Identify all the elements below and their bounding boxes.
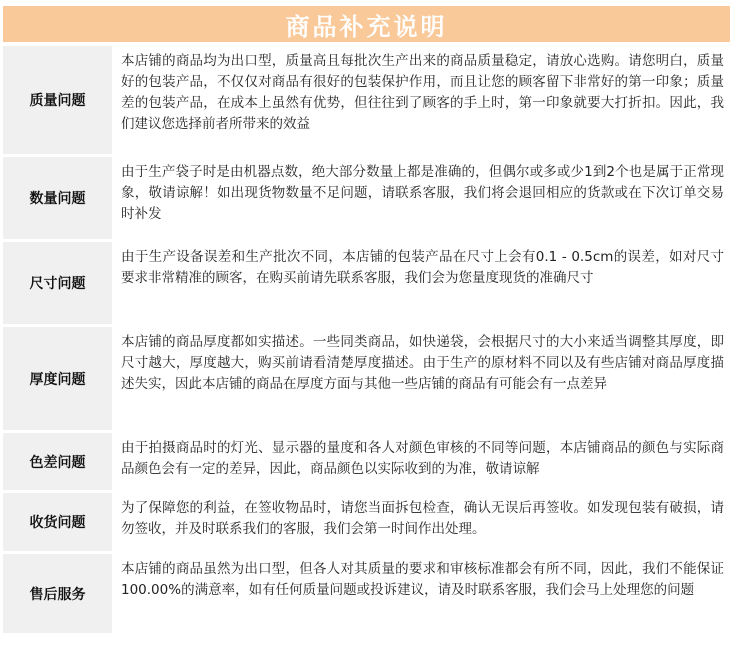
row-description: 本店铺的商品厚度都如实描述。一些同类商品，如快递袋，会根据尺寸的大小来适当调整其厚度，即尺寸越大，厚度越大，购买前请看清楚厚度描述。由于生产的原材料不同以及有些店铺对商品厚度描述失实，因此本店铺的商品在厚度方面与其他一些店铺的商品有可能会有一点差异	[121, 334, 724, 392]
row-label: 售后服务	[3, 554, 112, 633]
row-label: 厚度问题	[3, 327, 112, 430]
info-row-size	[3, 242, 730, 324]
row-label: 数量问题	[3, 157, 112, 239]
page-title: 商品补充说明	[285, 12, 448, 41]
row-label: 尺寸问题	[3, 242, 112, 324]
row-description: 为了保障您的利益，在签收物品时，请您当面拆包检查，确认无误后再签收。如发现包装有破损，请勿签收，并及时联系我们的客服，我们会第一时间作出处理。	[121, 500, 724, 537]
row-label: 收货问题	[3, 493, 112, 551]
row-label: 质量问题	[3, 46, 112, 154]
row-description: 由于拍摄商品时的灯光、显示器的量度和各人对颜色审核的不同等问题，本店铺商品的颜色与实际商品颜色会有一定的差异，因此，商品颜色以实际收到的为准，敬请谅解	[121, 440, 724, 477]
row-description: 本店铺的商品虽然为出口型，但各人对其质量的要求和审核标准都会有所不同，因此，我们不能保证100.00%的满意率，如有任何质量问题或投诉建议，请及时联系客服，我们会马上处理您的问题	[121, 561, 724, 598]
info-row-after-sales	[3, 554, 730, 633]
row-description: 由于生产设备误差和生产批次不同，本店铺的包装产品在尺寸上会有0.1 - 0.5cm的误差，如对尺寸要求非常精准的顾客，在购买前请先联系客服，我们会为您量度现货的准确尺寸	[121, 249, 724, 286]
title-banner	[3, 6, 730, 42]
row-label: 色差问题	[3, 433, 112, 490]
info-row-quality	[3, 46, 730, 154]
row-description: 本店铺的商品均为出口型，质量高且每批次生产出来的商品质量稳定，请放心选购。请您明白，质量好的包装产品，不仅仅对商品有很好的包装保护作用，而且让您的顾客留下非常好的第一印象；质量差的包装产品，在成本上虽然有优势，但往往到了顾客的手上时，第一印象就要大打折扣。因此，我们建议您选择前者所带来的效益	[121, 53, 724, 132]
info-row-color	[3, 433, 730, 490]
info-row-thickness	[3, 327, 730, 430]
row-description: 由于生产袋子时是由机器点数，绝大部分数量上都是准确的，但偶尔或多或少1到2个也是属于正常现象，敬请谅解！如出现货物数量不足问题，请联系客服，我们将会退回相应的货款或在下次订单交易时补发	[121, 164, 724, 222]
info-page	[3, 6, 730, 636]
info-row-receiving	[3, 493, 730, 551]
info-row-quantity	[3, 157, 730, 239]
